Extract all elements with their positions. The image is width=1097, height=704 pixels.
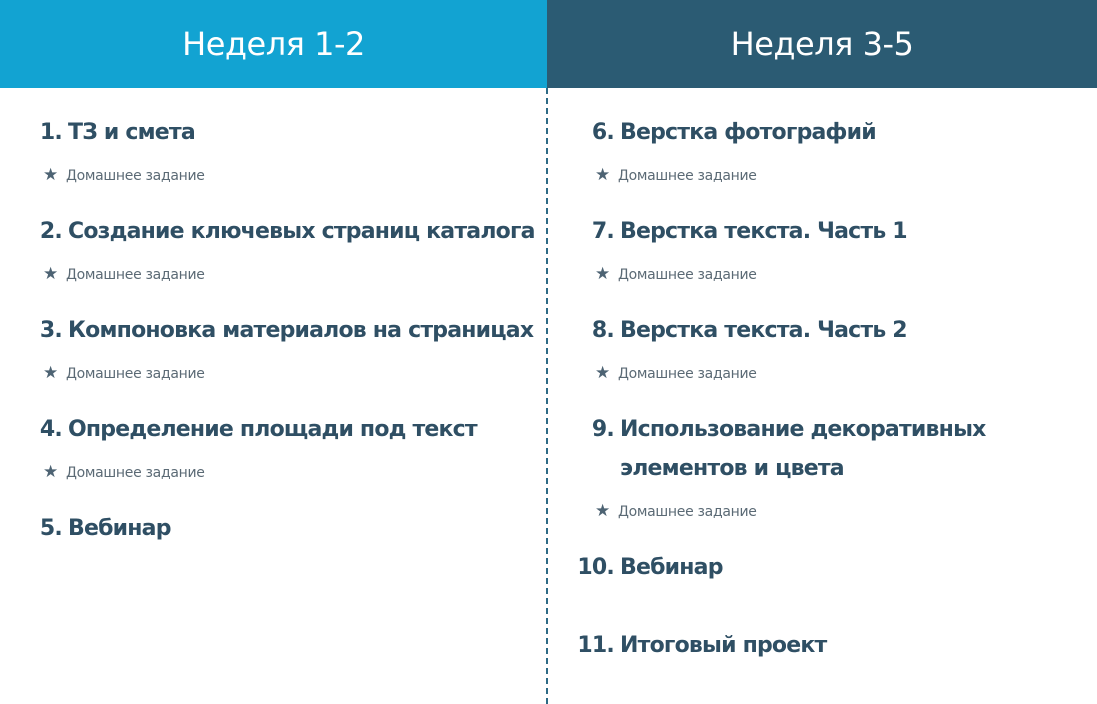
star-icon: ★ [43, 264, 58, 284]
homework-label [43, 364, 205, 384]
lesson-number: 7. [591, 219, 614, 244]
lesson-item-5[interactable] [39, 510, 171, 548]
week-1-2-header: Неделя 1-2 [0, 0, 547, 88]
lesson-number: 11. [577, 633, 614, 658]
lesson-title: Верстка фотографий [620, 120, 876, 145]
homework-label [43, 265, 205, 285]
lesson-title-line-2: элементов и цвета [620, 456, 844, 481]
homework-label [43, 463, 205, 483]
lesson-number: 6. [591, 120, 614, 145]
lesson-item-6[interactable] [591, 114, 876, 152]
lesson-title: Вебинар [68, 516, 171, 541]
homework-label [595, 364, 757, 384]
homework-text: Домашнее задание [65, 168, 205, 184]
lesson-title: ТЗ и смета [68, 120, 195, 145]
lesson-item-1[interactable] [39, 114, 195, 152]
star-icon: ★ [43, 363, 58, 383]
lesson-title: Создание ключевых страниц каталога [68, 219, 535, 244]
lesson-item-9[interactable] [591, 411, 986, 449]
lesson-title: Итоговый проект [620, 633, 827, 658]
lesson-number: 9. [591, 417, 614, 442]
lesson-number: 4. [39, 417, 62, 442]
homework-label [595, 502, 757, 522]
lesson-title: Верстка текста. Часть 2 [620, 318, 907, 343]
star-icon: ★ [595, 501, 610, 521]
lesson-number: 5. [39, 516, 62, 541]
lesson-number: 10. [577, 555, 614, 580]
homework-label [43, 166, 205, 186]
column-divider [546, 88, 548, 704]
homework-text: Домашнее задание [65, 267, 205, 283]
lesson-number: 2. [39, 219, 62, 244]
homework-text: Домашнее задание [65, 465, 205, 481]
lesson-item-2[interactable] [39, 213, 535, 251]
homework-text: Домашнее задание [617, 366, 757, 382]
star-icon: ★ [595, 264, 610, 284]
lesson-item-4[interactable] [39, 411, 477, 449]
lesson-item-11[interactable] [577, 627, 827, 665]
lesson-item-7[interactable] [591, 213, 907, 251]
lesson-item-9-continued[interactable] [620, 450, 844, 488]
lesson-item-10[interactable] [577, 549, 723, 587]
lesson-number: 1. [39, 120, 62, 145]
homework-text: Домашнее задание [65, 366, 205, 382]
star-icon: ★ [43, 462, 58, 482]
lesson-number: 8. [591, 318, 614, 343]
star-icon: ★ [595, 165, 610, 185]
lesson-number: 3. [39, 318, 62, 343]
lesson-title-line-1: Использование декоративных [620, 417, 986, 442]
lesson-title: Верстка текста. Часть 1 [620, 219, 907, 244]
star-icon: ★ [43, 165, 58, 185]
lesson-title: Компоновка материалов на страницах [68, 318, 534, 343]
homework-text: Домашнее задание [617, 168, 757, 184]
homework-text: Домашнее задание [617, 267, 757, 283]
week-3-5-header: Неделя 3-5 [547, 0, 1097, 88]
lesson-item-3[interactable] [39, 312, 534, 350]
lesson-item-8[interactable] [591, 312, 907, 350]
lesson-title: Вебинар [620, 555, 723, 580]
star-icon: ★ [595, 363, 610, 383]
lesson-title: Определение площади под текст [68, 417, 477, 442]
homework-text: Домашнее задание [617, 504, 757, 520]
homework-label [595, 265, 757, 285]
homework-label [595, 166, 757, 186]
